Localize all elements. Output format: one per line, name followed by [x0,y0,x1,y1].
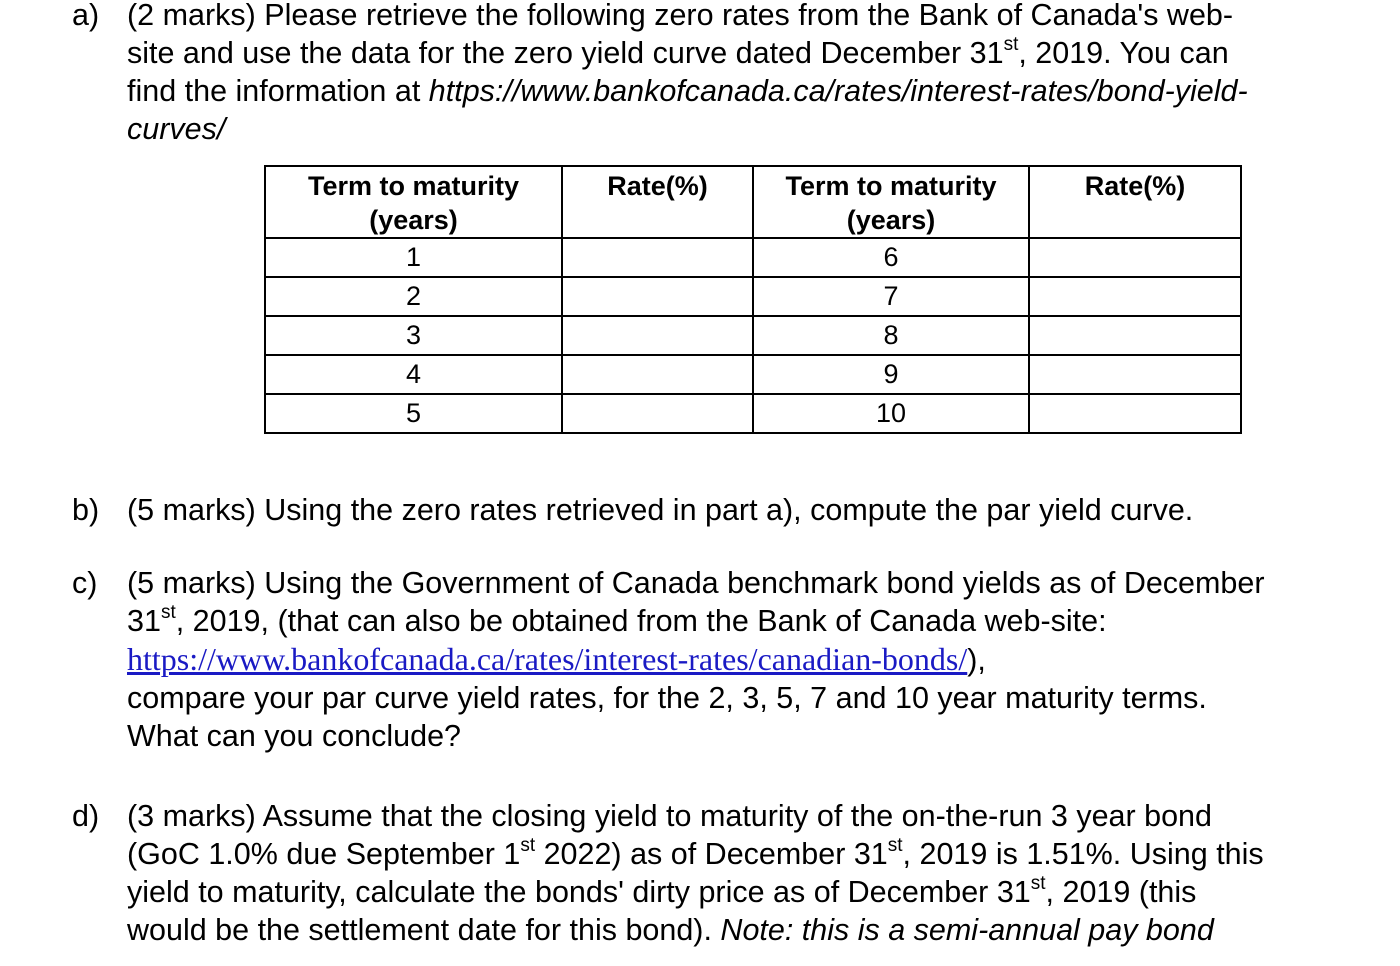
question-d-text-1: (3 marks) Assume that the closing yield to maturity of the on-the-run 3 year bond [127,799,1212,833]
question-a-sup-1: st [1003,34,1019,55]
header-term-left-line2: (years) [369,205,458,235]
term-right-cell: 6 [753,238,1029,277]
header-term-right-line2: (years) [846,205,936,235]
canadian-bonds-link[interactable]: https://www.bankofcanada.ca/rates/interest-rates/canadian-bonds/ [127,641,968,677]
rate-left-cell [562,394,753,433]
question-c-text-1: (5 marks) Using the Government of Canada benchmark bond yields as of December [127,566,1265,600]
question-b [72,491,1372,529]
header-term-right-line1: Term to maturity [785,171,997,201]
term-left-cell: 3 [265,316,562,355]
term-right-cell: 10 [753,394,1029,433]
question-a [72,0,1372,148]
header-rate-right: Rate(%) [1029,166,1241,238]
question-c [72,564,1372,755]
question-d-text-3: 2022) as of December 31 [535,837,888,871]
rate-left-cell [562,238,753,277]
header-term-left-line1: Term to maturity [307,171,520,201]
zero-rate-table [264,165,1242,434]
rate-right-cell [1029,316,1241,355]
question-c-text-5: compare your par curve yield rates, for the 2, 3, 5, 7 and 10 year maturity terms. [127,681,1207,715]
header-term-left [265,166,562,238]
question-d-sup-2: st [887,835,903,856]
question-d-text-2: (GoC 1.0% due September 1 [127,837,521,871]
question-a-text-2: site and use the data for the zero yield curve dated December 31 [127,36,1004,70]
term-right-cell: 7 [753,277,1029,316]
question-d [72,797,1372,949]
question-d-letter: d) [72,799,100,833]
term-left-cell: 4 [265,355,562,394]
question-d-sup-3: st [1030,873,1046,894]
term-left-cell: 2 [265,277,562,316]
term-left-cell: 5 [265,394,562,433]
question-d-body [127,797,1372,949]
term-left-cell: 1 [265,238,562,277]
question-c-text-4: ), [967,643,986,677]
question-b-text: (5 marks) Using the zero rates retrieved in part a), compute the par yield curve. [127,493,1194,527]
term-right-cell: 8 [753,316,1029,355]
question-c-text-2: 31 [127,604,161,638]
rate-left-cell [562,316,753,355]
question-a-text-3: , 2019. You can [1018,36,1229,70]
question-c-sup-1: st [160,602,176,623]
question-d-sup-1: st [520,835,536,856]
question-a-url-end: curves/ [127,112,226,146]
question-c-body [127,564,1372,755]
question-d-text-4: , 2019 is 1.51%. Using this [902,837,1264,871]
question-b-letter: b) [72,493,100,527]
question-a-letter: a) [72,0,100,32]
rate-right-cell [1029,238,1241,277]
question-a-body [127,0,1372,148]
question-c-text-3: , 2019, (that can also be obtained from the Bank of Canada web-site: [175,604,1107,638]
table-row [265,394,1241,433]
question-d-note: Note: this is a semi-annual pay bond [720,913,1214,947]
rate-left-cell [562,355,753,394]
table-row [265,238,1241,277]
rate-left-cell [562,277,753,316]
question-a-text-4: find the information at [127,74,429,108]
question-c-text-6: What can you conclude? [127,719,462,753]
question-a-text-1: Please retrieve the following zero rates from the Bank of Canada's web- [264,0,1234,32]
question-d-text-7: would be the settlement date for this bond). [127,913,721,947]
table-row [265,355,1241,394]
question-a-marks: (2 marks) [127,0,256,32]
table-row [265,277,1241,316]
table-header-row [265,166,1241,238]
question-b-body [127,491,1372,529]
question-d-text-5: yield to maturity, calculate the bonds' dirty price as of December 31 [127,875,1031,909]
question-a-url: https://www.bankofcanada.ca/rates/interest-rates/bond-yield- [428,74,1248,108]
rate-right-cell [1029,277,1241,316]
header-term-right [753,166,1029,238]
question-c-letter: c) [72,566,98,600]
question-d-text-6: , 2019 (this [1045,875,1197,909]
term-right-cell: 9 [753,355,1029,394]
table-row [265,316,1241,355]
rate-right-cell [1029,355,1241,394]
rate-right-cell [1029,394,1241,433]
header-rate-left: Rate(%) [562,166,753,238]
